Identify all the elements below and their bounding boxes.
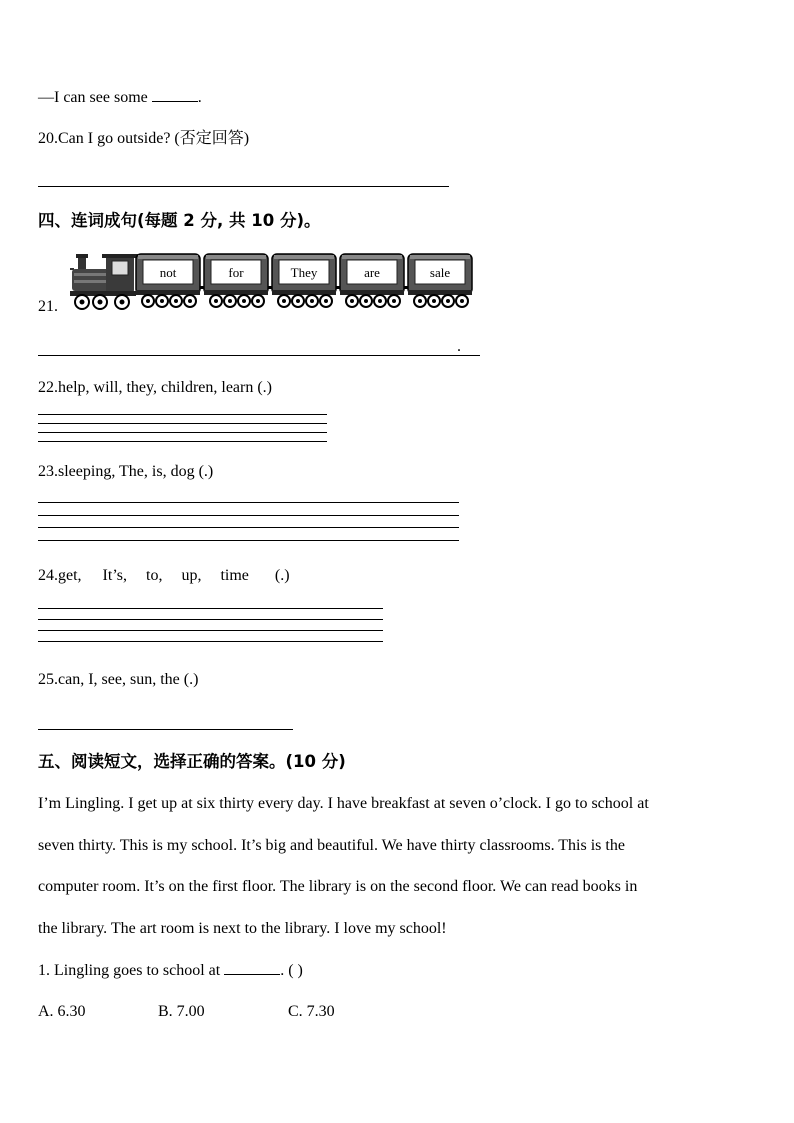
question-text: sleeping, The, is, dog (.) [58,463,214,480]
train-word: for [228,265,244,280]
train-car[interactable] [404,254,472,307]
option-a[interactable]: A. 6.30 [38,1003,86,1020]
question-number: 25. [38,671,58,688]
question-text: Can I go outside? (否定回答) [58,130,250,147]
passage-line: the library. The art room is next to the library. I love my school! [38,920,447,937]
question-number: 22. [38,379,58,396]
answer-line-21[interactable] [38,355,480,356]
train-word: sale [429,265,451,280]
q19-blank[interactable] [152,101,198,102]
question-text: can, I, see, sun, the (.) [58,671,199,688]
train-car[interactable] [268,254,336,307]
option-b[interactable]: B. 7.00 [158,1003,205,1020]
q19-answer-line: —I can see some . [38,89,202,106]
passage-line: computer room. It’s on the first floor. The library is on the second floor. We can read books in [38,878,638,895]
q21-end-mark: . [457,338,461,355]
train-word: not [159,265,177,280]
option-c[interactable]: C. 7.30 [288,1003,335,1020]
question-21-number: 21. [38,298,58,315]
train-word: are [364,265,380,280]
reading-q1-blank[interactable] [224,974,280,975]
train-car[interactable] [200,254,268,307]
train-word-cars [68,250,474,312]
question-22 [38,378,272,398]
passage-line: I’m Lingling. I get up at six thirty every day. I have breakfast at seven o’clock. I go to school at [38,795,649,812]
answer-line-20[interactable] [38,186,449,187]
question-number: 24. [38,567,58,584]
question-text: help, will, they, children, learn (.) [58,379,272,396]
locomotive-icon [70,254,138,309]
question-24: 24.get, It’s, to, up, time (.) [38,567,290,584]
train-car[interactable] [136,254,200,307]
question-number: 20. [38,130,58,147]
question-23 [38,462,213,482]
train-word: They [290,265,318,280]
reading-question-1: 1. Lingling goes to school at . ( ) [38,962,303,979]
section-4-title: 四、连词成句(每题 2 分, 共 10 分)。 [38,211,321,230]
train-car[interactable] [336,254,404,307]
question-20 [38,129,249,149]
question-number: 23. [38,463,58,480]
answer-line-25[interactable] [38,729,293,730]
passage-line: seven thirty. This is my school. It’s big and beautiful. We have thirty classrooms. This is the [38,837,625,854]
question-25 [38,670,198,690]
section-5-title: 五、阅读短文，选择正确的答案。(10 分) [38,752,346,771]
